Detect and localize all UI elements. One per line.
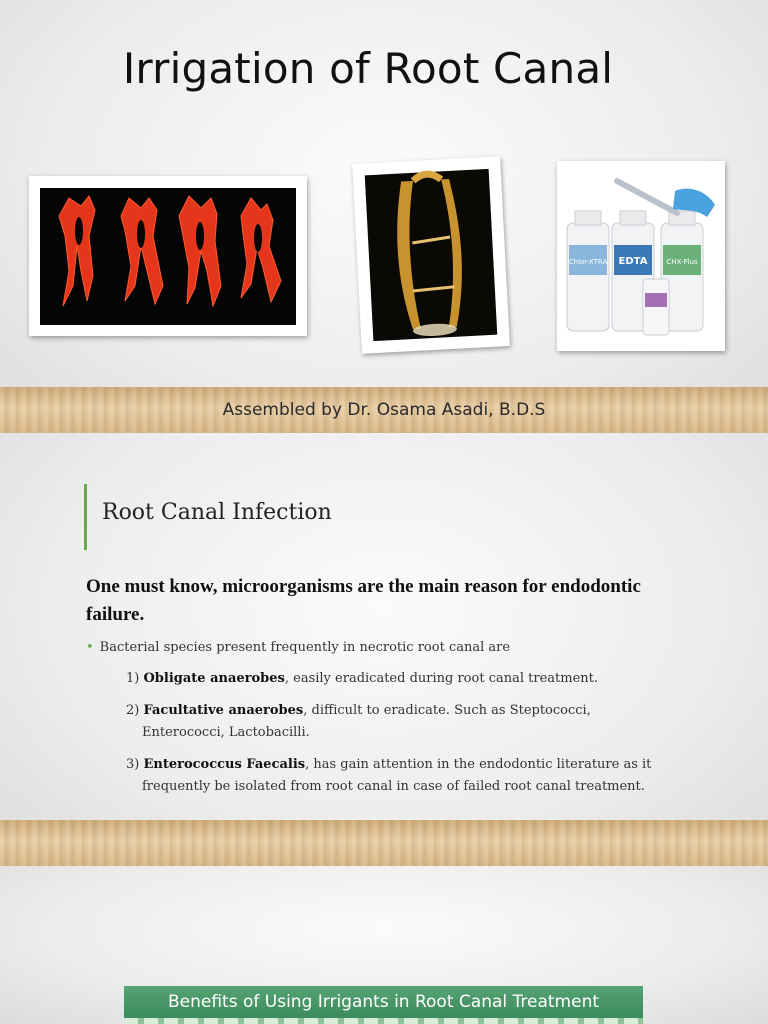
root-canal-micrograph-photo (352, 156, 510, 353)
list-item (126, 700, 706, 744)
bottle-label-1: Chlor-XTRA (568, 258, 608, 266)
slide-benefits (0, 866, 768, 1024)
author-band (0, 387, 768, 433)
benefits-banner: Benefits of Using Irrigants in Root Canal Treatment (124, 986, 643, 1018)
heading-accent-bar (84, 484, 87, 550)
list-item-text: , difficult to eradicate. Such as Steptococci, (303, 703, 591, 718)
list-item (126, 754, 706, 798)
bullet-icon: • (86, 640, 94, 655)
list-item-text: , has gain attention in the endodontic literature as it (305, 757, 652, 772)
list-item-continuation: Enterococci, Lactobacilli. (142, 725, 310, 740)
slide-heading: Root Canal Infection (102, 500, 332, 525)
slide-root-canal-infection (0, 433, 768, 866)
slide-divider-band (0, 820, 768, 866)
list-item-number: 1) (126, 671, 140, 686)
teeth-root-canal-photo (29, 176, 307, 336)
bullet-item (86, 640, 510, 655)
list-item-term: Facultative anaerobes (143, 703, 304, 718)
banner-decor-strip (124, 1018, 643, 1024)
list-item-continuation: frequently be isolated from root canal in case of failed root canal treatment. (142, 779, 645, 794)
list-item-number: 3) (126, 757, 140, 772)
list-item-number: 2) (126, 703, 140, 718)
list-item-term: Enterococcus Faecalis (143, 757, 306, 772)
list-item (126, 668, 706, 690)
list-item-term: Obligate anaerobes (143, 671, 285, 686)
list-item-text: , easily eradicated during root canal treatment. (284, 671, 598, 686)
slide-title-heading: Irrigation of Root Canal (122, 44, 614, 93)
bottle-label-2: EDTA (618, 256, 648, 267)
lead-statement: One must know, microorganisms are the main reason for endodontic failure. (86, 576, 641, 625)
author-credit: Assembled by Dr. Osama Asadi, B.D.S (222, 400, 546, 420)
slide-title (0, 0, 768, 433)
bullet-text: Bacterial species present frequently in necrotic root canal are (99, 640, 511, 655)
irrigant-bottles-photo (557, 161, 725, 351)
bottle-label-3: CHX-Plus (666, 258, 698, 266)
